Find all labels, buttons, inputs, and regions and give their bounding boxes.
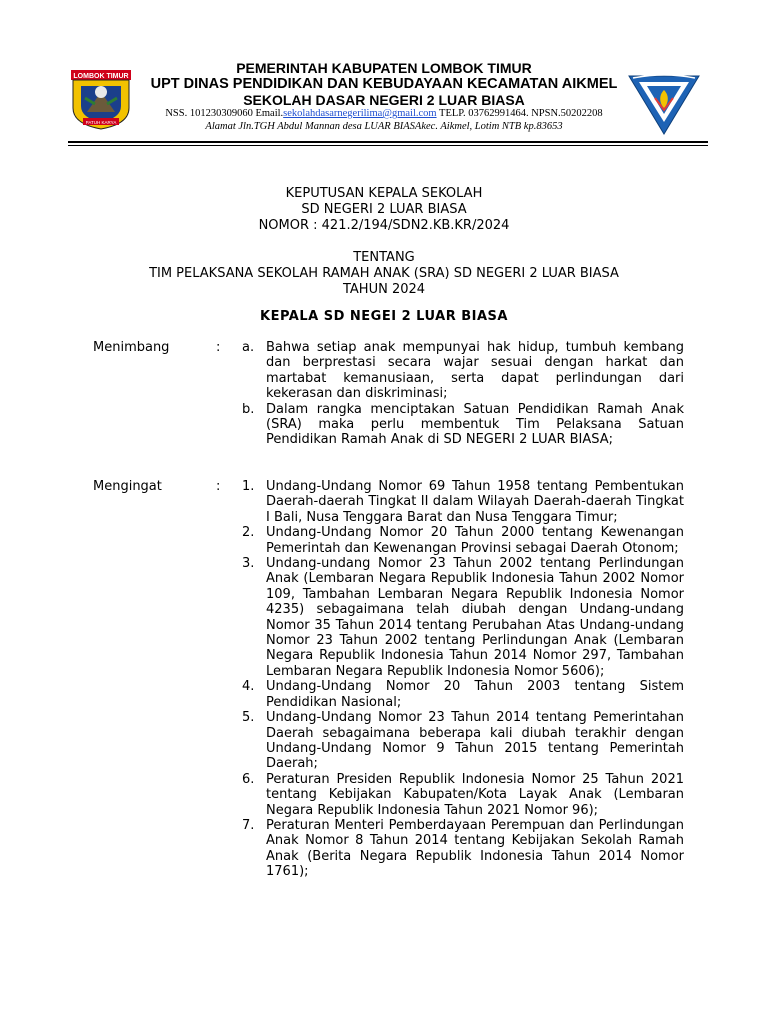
- item-text: Undang-Undang Nomor 20 Tahun 2000 tentang Kewenangan Pemerintah dan Kewenangan Provinsi sebagai Daerah Otonom;: [266, 525, 684, 556]
- decree-number: NOMOR : 421.2/194/SDN2.KB.KR/2024: [258, 218, 510, 233]
- item-marker: a.: [242, 340, 255, 355]
- letterhead: [0, 0, 768, 150]
- decree-school-line: SD NEGERI 2 LUAR BIASA: [301, 202, 467, 217]
- subject-line: TIM PELAKSANA SEKOLAH RAMAH ANAK (SRA) SD NEGERI 2 LUAR BIASA: [149, 266, 619, 281]
- menimbang-colon: :: [216, 340, 221, 355]
- contact-line: [120, 108, 648, 119]
- list-item: [242, 710, 684, 772]
- item-text: Bahwa setiap anak mempunyai hak hidup, tumbuh kembang dan berprestasi secara wajar sesuai dengan harkat dan martabat kemanusiaan, serta dapat perlindungan dari kekerasan dan diskriminasi;: [266, 340, 684, 402]
- mengingat-colon: :: [216, 479, 221, 494]
- crest-bottom-text: PATUH KARYA: [85, 120, 117, 125]
- item-text: Peraturan Menteri Pemberdayaan Perempuan dan Perlindungan Anak Nomor 8 Tahun 2014 tentang Kebijakan Sekolah Ramah Anak (Berita Negara Republik Indonesia Tahun 2014 Nomor 1761);: [266, 817, 684, 880]
- address-line: Alamat Jln.TGH Abdul Mannan desa LUAR BIASAkec. Aikmel, Lotim NTB kp.83653: [205, 121, 563, 132]
- item-text: Undang-undang Nomor 23 Tahun 2002 tentang Perlindungan Anak (Lembaran Negara Republik Indonesia Tahun 2002 Nomor 109, Tambahan Lembaran Negara Republik Indonesia Nomor 4235) sebagaimana telah diubah dengan Undang-undang Nomor 35 Tahun 2014 tentang Perubahan Atas Undang-undang Nomor 23 Tahun 2002 tentang Perlindungan Anak (Lembaran Negara Republik Indonesia Tahun 2014 Nomor 297, Tambahan Lembaran Negara Republik Indonesia Nomor 5606);: [266, 556, 684, 679]
- item-marker: 4.: [242, 679, 255, 695]
- contact-suffix: TELP. 03762991464. NPSN.50202208: [436, 108, 603, 119]
- letterhead-rule-thin: [68, 145, 708, 146]
- item-marker: b.: [242, 401, 255, 417]
- contact-prefix: NSS. 101230309060 Email.: [165, 108, 284, 119]
- item-marker: 7.: [242, 817, 255, 833]
- item-text: Dalam rangka menciptakan Satuan Pendidikan Ramah Anak (SRA) maka perlu membentuk Tim Pelaksana Satuan Pendidikan Ramah Anak di SD NEGERI 2 LUAR BIASA;: [266, 401, 684, 448]
- school-name: SEKOLAH DASAR NEGERI 2 LUAR BIASA: [243, 92, 525, 108]
- list-item: [242, 679, 684, 710]
- item-text: Undang-Undang Nomor 20 Tahun 2003 tentang Sistem Pendidikan Nasional;: [266, 679, 684, 710]
- list-item: [242, 772, 684, 818]
- item-marker: 1.: [242, 479, 255, 494]
- tut-wuri-handayani-logo-icon: [625, 74, 703, 136]
- item-marker: 5.: [242, 710, 255, 726]
- decree-subject: [0, 250, 768, 298]
- decree-title: [0, 186, 768, 234]
- subject-year: TAHUN 2024: [342, 282, 426, 297]
- list-item: [242, 525, 684, 556]
- item-marker: 6.: [242, 771, 255, 787]
- item-text: Undang-Undang Nomor 69 Tahun 1958 tentang Pembentukan Daerah-daerah Tingkat II dalam Wilayah Daerah-daerah Tingkat I Bali, Nusa Tenggara Barat dan Nusa Tenggara Timur;: [266, 479, 684, 525]
- mengingat-list: [242, 479, 684, 880]
- item-marker: 2.: [242, 525, 255, 541]
- list-item: [242, 340, 684, 402]
- list-item: [242, 556, 684, 679]
- letterhead-rule-thick: [68, 141, 708, 143]
- item-text: Peraturan Presiden Republik Indonesia Nomor 25 Tahun 2021 tentang Kebijakan Kabupaten/Kota Layak Anak (Lembaran Negara Republik Indonesia Tahun 2021 Nomor 96);: [266, 771, 684, 818]
- mengingat-label: Mengingat: [93, 479, 162, 494]
- government-name: PEMERINTAH KABUPATEN LOMBOK TIMUR: [236, 60, 532, 76]
- menimbang-list: [242, 340, 684, 448]
- list-item: [242, 818, 684, 880]
- item-text: Undang-Undang Nomor 23 Tahun 2014 tentang Pemerintahan Daerah sebagaimana beberapa kali diubah terakhir dengan Undang-Undang Nomor 9 Tahun 2015 tentang Pemerintah Daerah;: [266, 710, 684, 772]
- email-link[interactable]: sekolahdasarnegerilima@gmail.com: [283, 108, 437, 119]
- list-item: [242, 402, 684, 448]
- list-item: [242, 479, 684, 525]
- subject-about-label: TENTANG: [353, 250, 415, 265]
- decree-title-line: KEPUTUSAN KEPALA SEKOLAH: [285, 186, 483, 201]
- agency-name: UPT DINAS PENDIDIKAN DAN KEBUDAYAAN KECAMATAN AIKMEL: [150, 76, 618, 92]
- crest-top-text: LOMBOK TIMUR: [73, 73, 129, 80]
- menimbang-label: Menimbang: [93, 340, 170, 355]
- item-marker: 3.: [242, 556, 255, 572]
- decree-authority-heading: KEPALA SD NEGEI 2 LUAR BIASA: [260, 309, 508, 324]
